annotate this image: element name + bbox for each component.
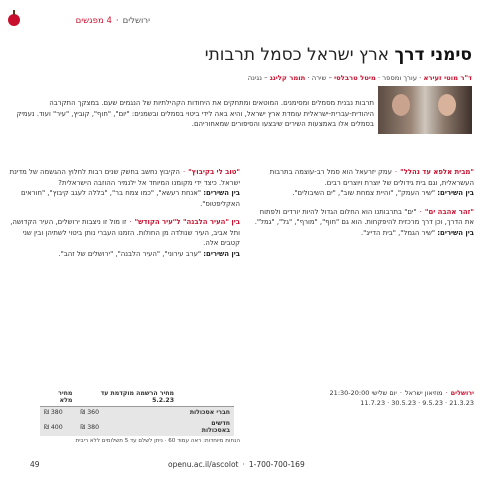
face-left bbox=[392, 94, 410, 116]
price-row-label: חברי אסכולות bbox=[189, 409, 230, 416]
dot-sep: – bbox=[326, 74, 332, 82]
price-header-full: מחיר מלא bbox=[40, 388, 76, 407]
price-full: 400 ₪ bbox=[44, 423, 63, 431]
songs-label: בין השירים: bbox=[203, 189, 240, 197]
dates-day: יום שלישי bbox=[371, 389, 397, 397]
discount-note: הנחות מיוחדות: ראה עמוד 60 · ניתן לשלם עד 5 תשלומים ללא ריבית bbox=[75, 438, 240, 444]
dates-city: ירושלים bbox=[450, 389, 474, 397]
session-description: זו מול זו ניצבות ירושלים, העיר הקדושה, ותל אביב, העיר שנולדה מן החולות. הזמנו העברי נותן ביטוי לשתיהן ובין שני קטבים אלה. bbox=[10, 218, 240, 247]
credits-line bbox=[22, 74, 472, 82]
musician-role: נגינה bbox=[247, 74, 262, 82]
songs-label: בין השירים: bbox=[203, 249, 240, 258]
price-row bbox=[40, 407, 234, 419]
price-full: 380 ₪ bbox=[44, 409, 63, 416]
price-header-empty bbox=[178, 388, 234, 407]
footer-phone[interactable]: 1-700-700-169 bbox=[248, 460, 305, 469]
right-column bbox=[252, 167, 474, 246]
session-title: "מבית אלפא עד נהלל" bbox=[400, 168, 474, 176]
page-number: 49 bbox=[30, 460, 40, 469]
dates-time: 21:30-20:00 bbox=[329, 389, 370, 397]
intro-paragraph: תרבות נבנית מסמלים ומסימנים. המוטאים ומתחקים את היחודות הקהילתיות של הנגמים שעם. במצקך התקרבה היהודית-עברית-ישראלית עומדת ארץ ישראל, והיא באה לידי ביטוי בסמלים ובשמנים: "יום", "חוף", קוביץ, "עיר" ועוד. נעמיק בסמלים אלו באמצעות השירים שיבצעו והסיפורים שמאחוריהם. bbox=[16, 99, 374, 128]
session-description: הקיבוץ נחשב בחשק שנים רבות לחלוץ ההגשמה של מדינת ישראל. כיצד ידי מקומנו המיוחד אל ילנמיר ההוזבה הישראלית? bbox=[9, 168, 240, 187]
lecturer-role: עורך ומספר bbox=[382, 74, 417, 82]
session-title: "טוב לי בקיבוץ" bbox=[188, 168, 240, 176]
session-description: "ים" בתרבותנו הוא החלום הגדול להיות יורדים ולפתוח את הדרך, וכן דרך מרכזית להיפקחות. הוא גם "חוף", "מורף", "גל", "גמל". bbox=[254, 207, 474, 226]
dot-sep: · bbox=[305, 74, 310, 82]
session-title: "זהר אהבה ים" bbox=[424, 207, 474, 216]
price-table-header bbox=[40, 388, 234, 407]
singer-role: שירה bbox=[311, 74, 327, 82]
dot-sep: – bbox=[261, 74, 268, 82]
musician-name: תומר קלינג bbox=[269, 74, 306, 82]
price-early: 360 ₪ bbox=[80, 409, 100, 416]
dot-sep: · bbox=[375, 74, 381, 82]
apple-logo-icon bbox=[8, 14, 20, 26]
section-city: ירושלים bbox=[122, 16, 150, 26]
title-rest: ארץ ישראל כסמל תרבותי bbox=[204, 45, 390, 65]
price-header-early: מחיר הרשמה מוקדמת עד 5.2.23 bbox=[76, 388, 178, 407]
songs-label: בין השירים: bbox=[437, 228, 474, 237]
left-column bbox=[8, 167, 240, 267]
songs-list: "אנחת רעשא", "כמו צמח בר", "בללה לעגב קיבוץ", "חוראים האקליפטוס". bbox=[20, 189, 240, 208]
session-description: עמק יזרעאל הוא סמל רב-עוצמה בתרבות העשראלית, וגם בית גידולים של יוצרת ויוצרים רבים. bbox=[269, 168, 474, 187]
section-header: ירושלים·4 מפגשים bbox=[75, 16, 150, 26]
dates-block: ירושלים·מוזיאון ישראל·יום שלישי 21:30-20:00 21.3.23 · 9.5.23 · 30.5.23 · 11.7.23 bbox=[329, 389, 474, 407]
footer-site-link[interactable]: openu.ac.il/ascolot bbox=[168, 460, 239, 469]
session-block: "מבית אלפא עד נהלל"·עמק יזרעאל הוא סמל רב-עוצמה בתרבות העשראלית, וגם בית גידולים של יוצרת ויוצרים רבים. בין השירים: "שיר העמק", "והיית צמחת שוב", "ים השיבולים". bbox=[269, 168, 474, 197]
price-row bbox=[40, 418, 234, 436]
dates-list: 21.3.23 · 9.5.23 · 30.5.23 · 11.7.23 bbox=[360, 399, 474, 407]
session-block: "זהר אהבה ים"·"ים" בתרבותנו הוא החלום הגדול להיות יורדים ולפתוח את הדרך, וכן דרך מרכזית להיפקחות. הוא גם "חוף", "מורף", "גל", "גמל". בין השירים: "שיר הגמל", "בית הדייג". bbox=[254, 207, 474, 237]
footer-contact: openu.ac.il/ascolot · 1-700-700-169 bbox=[168, 460, 305, 469]
price-early: 380 ₪ bbox=[80, 423, 100, 431]
session-block: בין "העיר הלבנה" ל"עיר הקודש"·זו מול זו ניצבות ירושלים, העיר הקדושה, ותל אביב, העיר שנולדה מן החולות. הזמנו העברי נותן ביטוי לשתיהן ובין שני קטבים אלה. בין השירים: "ערב עירוני", "העיר הלבנה", "ירושלים של זהב". bbox=[10, 218, 240, 258]
price-table bbox=[40, 388, 234, 436]
face-right bbox=[438, 94, 456, 116]
songs-list: "שיר העמק", "והיית צמחת שוב", "ים השיבולים". bbox=[292, 189, 436, 197]
songs-label: בין השירים: bbox=[437, 189, 474, 197]
lecturer-name: ד"ר מוטי זעירא bbox=[423, 74, 472, 82]
songs-list: "ערב עירוני", "העיר הלבנה", "ירושלים של זהב". bbox=[58, 249, 202, 258]
price-row-label: חדשים באסכולות bbox=[201, 420, 230, 434]
performers-photo bbox=[378, 86, 472, 134]
dot-sep: · bbox=[416, 74, 422, 82]
dates-venue: מוזיאון ישראל bbox=[404, 389, 443, 397]
section-count: 4 מפגשים bbox=[75, 16, 112, 26]
session-block: "טוב לי בקיבוץ"·הקיבוץ נחשב בחשק שנים רבות לחלוץ ההגשמה של מדינת ישראל. כיצד ידי מקומנו המיוחד אל ילנמיר ההוזבה הישראלית? בין השירים: "אנחת רעשא", "כמו צמח בר", "בללה לעגב קיבוץ", "חוראים האקליפטוס". bbox=[9, 168, 240, 208]
singer-name: מיטל טרבלסי bbox=[334, 74, 376, 82]
songs-list: "שיר הגמל", "בית הדייג". bbox=[360, 228, 436, 237]
title-bold: סימני דרך bbox=[394, 45, 472, 65]
session-title: בין "העיר הלבנה" ל"עיר הקודש" bbox=[134, 218, 240, 226]
page-title bbox=[172, 45, 472, 65]
